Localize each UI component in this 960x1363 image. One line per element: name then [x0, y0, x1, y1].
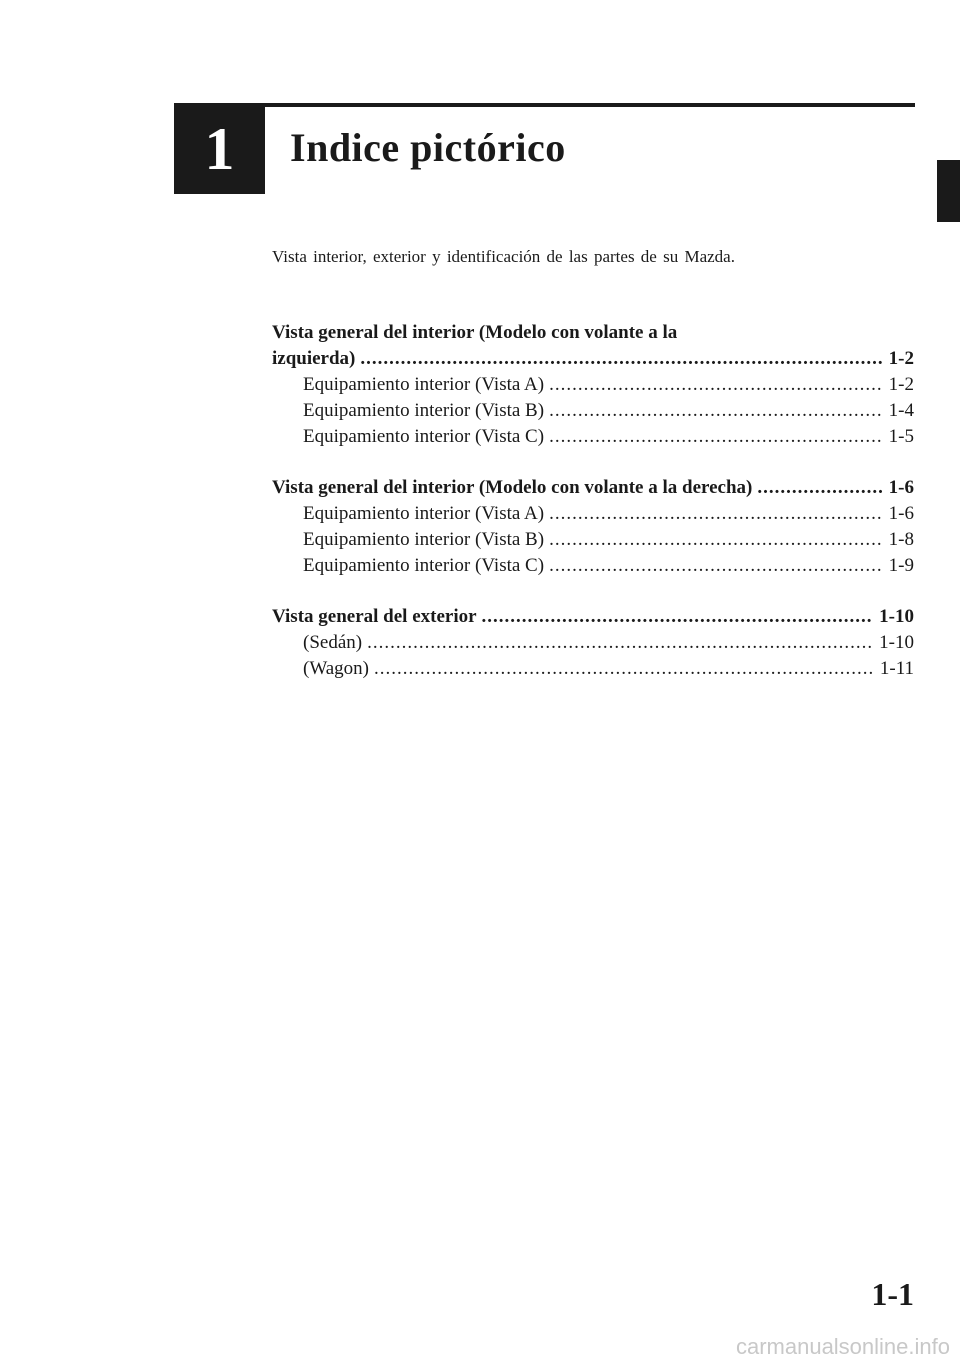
header-rule [174, 103, 915, 107]
toc-section [272, 604, 914, 682]
toc-item-title: Equipamiento interior (Vista B) [303, 400, 545, 421]
toc-page-number: 1-2 [888, 348, 914, 369]
toc-section-title: Vista general del exterior [272, 606, 477, 627]
chapter-number-box [174, 103, 265, 194]
toc-page-number: 1-10 [879, 632, 914, 653]
dot-leader [374, 656, 874, 682]
dot-leader [549, 372, 883, 398]
chapter-intro: Vista interior, exterior y identificación de las partes de su Mazda. [272, 247, 735, 266]
toc-item[interactable] [272, 553, 914, 579]
dot-leader [482, 604, 874, 630]
toc-item-title: Equipamiento interior (Vista A) [303, 374, 545, 395]
dot-leader [549, 424, 883, 450]
chapter-title: Indice pictórico [290, 125, 566, 170]
table-of-contents [272, 320, 914, 707]
toc-item[interactable] [272, 501, 914, 527]
watermark: carmanualsonline.info [735, 1334, 950, 1359]
toc-item[interactable] [272, 372, 914, 398]
toc-section [272, 320, 914, 450]
dot-leader [367, 630, 873, 656]
toc-item-title: Equipamiento interior (Vista C) [303, 555, 545, 576]
toc-section-entry[interactable] [272, 475, 914, 501]
toc-item[interactable] [272, 398, 914, 424]
toc-page-number: 1-6 [888, 477, 914, 498]
toc-page-number: 1-5 [888, 426, 914, 447]
toc-section-title-continued: izquierda) [272, 348, 356, 369]
toc-item-title: Equipamiento interior (Vista A) [303, 503, 545, 524]
toc-section-entry[interactable] [272, 346, 914, 372]
chapter-number: 1 [204, 115, 235, 182]
toc-page-number: 1-11 [879, 658, 914, 679]
toc-section [272, 475, 914, 579]
toc-page-number: 1-10 [879, 606, 914, 627]
toc-section-entry[interactable] [272, 604, 914, 630]
toc-page-number: 1-9 [888, 555, 914, 576]
toc-item[interactable] [272, 527, 914, 553]
toc-item[interactable] [272, 656, 914, 682]
toc-page-number: 1-8 [888, 529, 914, 550]
toc-item-title: (Wagon) [303, 658, 369, 679]
toc-item[interactable] [272, 424, 914, 450]
toc-page-number: 1-4 [888, 400, 914, 421]
dot-leader [757, 475, 882, 501]
toc-item-title: (Sedán) [303, 632, 363, 653]
toc-page-number: 1-6 [888, 503, 914, 524]
toc-item[interactable] [272, 630, 914, 656]
dot-leader [549, 553, 883, 579]
toc-item-title: Equipamiento interior (Vista C) [303, 426, 545, 447]
dot-leader [549, 398, 883, 424]
toc-page-number: 1-2 [888, 374, 914, 395]
dot-leader [549, 527, 883, 553]
page-number: 1-1 [871, 1276, 914, 1312]
toc-section-title: Vista general del interior (Modelo con volante a la derecha) [272, 477, 753, 498]
dot-leader [360, 346, 882, 372]
toc-item-title: Equipamiento interior (Vista B) [303, 529, 545, 550]
toc-section-title[interactable]: Vista general del interior (Modelo con volante a la [272, 322, 678, 343]
chapter-side-tab [937, 160, 960, 222]
dot-leader [549, 501, 883, 527]
